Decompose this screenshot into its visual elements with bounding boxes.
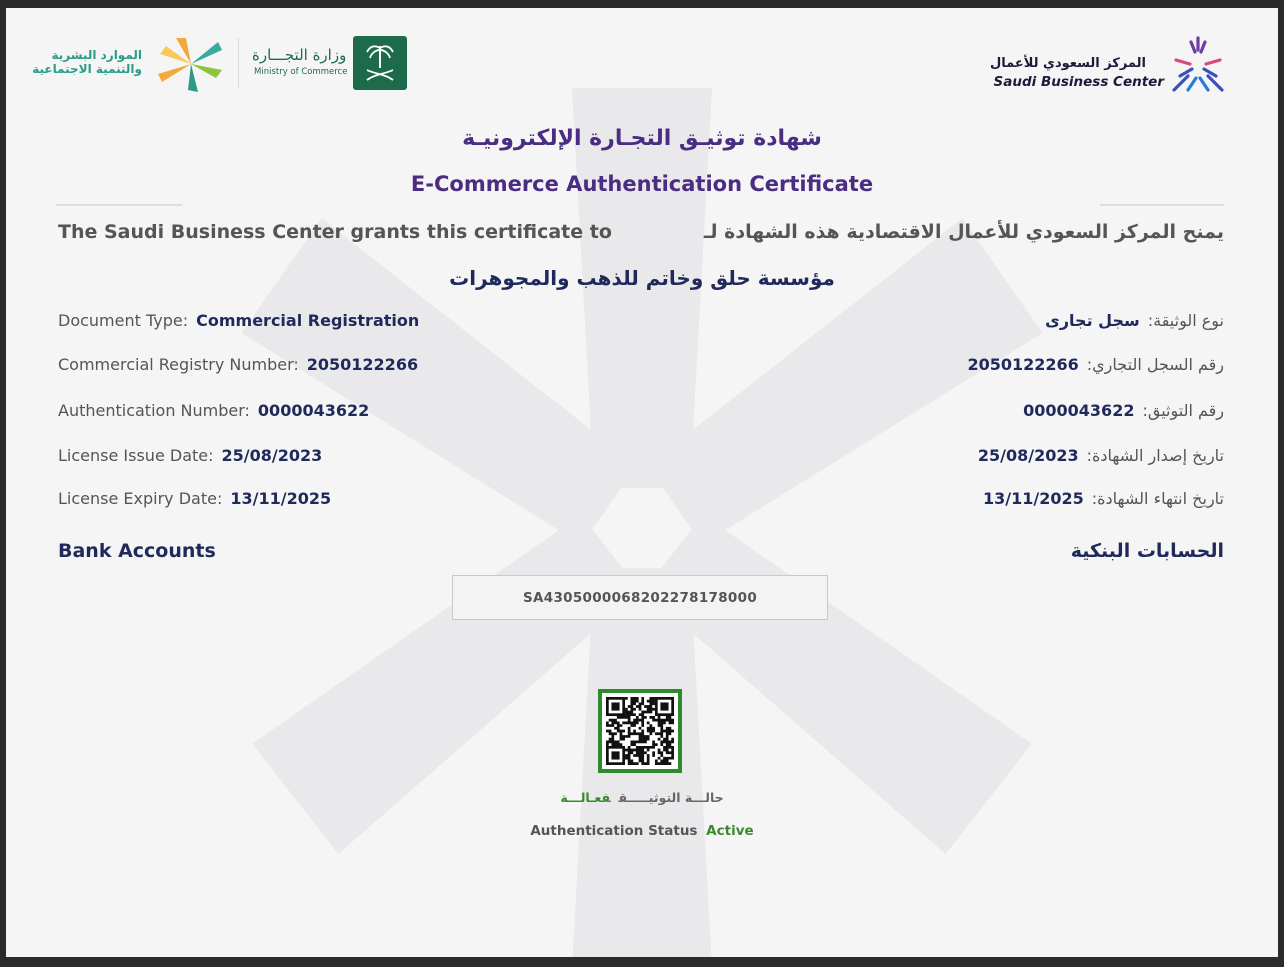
detail-label-en: Document Type: bbox=[58, 311, 189, 330]
detail-label-en: License Expiry Date: bbox=[58, 489, 223, 508]
certificate-title-en: E-Commerce Authentication Certificate bbox=[410, 172, 874, 196]
sbc-name-en: Saudi Business Center bbox=[993, 74, 1164, 90]
detail-value-ar: 25/08/2023 bbox=[977, 446, 1079, 465]
certificate-title-ar: شهادة توثيـق التجـارة الإلكترونيـة bbox=[462, 126, 822, 151]
iban-value: SA4305000068202278178000 bbox=[522, 589, 758, 606]
sbc-logo-icon bbox=[1170, 36, 1226, 92]
moc-name-ar: وزارة التجـــارة bbox=[252, 46, 347, 64]
detail-label-en: Commercial Registry Number: bbox=[58, 355, 299, 374]
iban-box bbox=[452, 575, 828, 620]
divider-left bbox=[56, 204, 182, 206]
company-name: مؤسسة حلق وخاتم للذهب والمجوهرات bbox=[449, 266, 835, 290]
bank-accounts-title-en: Bank Accounts bbox=[58, 540, 216, 562]
hrsd-line1: الموارد البشرية bbox=[51, 48, 142, 62]
auth-status-value-ar: فعـالـــة bbox=[560, 790, 611, 805]
detail-row-en bbox=[58, 355, 418, 374]
detail-label-ar: تاريخ إصدار الشهادة: bbox=[1086, 446, 1224, 465]
detail-value-en: 0000043622 bbox=[257, 401, 370, 420]
detail-value-ar: 13/11/2025 bbox=[983, 489, 1084, 508]
sbc-name-ar: المركز السعودي للأعمال bbox=[990, 56, 1146, 71]
hrsd-line2: والتنمية الاجتماعية bbox=[32, 62, 142, 76]
grant-statement-en: The Saudi Business Center grants this certificate to bbox=[58, 221, 612, 243]
grant-statement-ar: يمنح المركز السعودي للأعمال الاقتصادية هذه الشهادة لـ bbox=[703, 221, 1224, 243]
auth-status-label-ar: حالـــة التوثيـــــق bbox=[618, 790, 724, 805]
detail-label-ar: نوع الوثيقة: bbox=[1147, 311, 1224, 330]
detail-row-ar bbox=[1023, 401, 1224, 420]
detail-label-ar: تاريخ انتهاء الشهادة: bbox=[1091, 489, 1224, 508]
detail-label-ar: رقم السجل التجاري: bbox=[1086, 355, 1224, 374]
divider-right bbox=[1100, 204, 1224, 206]
auth-status-ar bbox=[6, 790, 1278, 805]
palm-swords-emblem-icon bbox=[353, 36, 407, 90]
detail-value-ar: 2050122266 bbox=[967, 355, 1079, 374]
qr-code-icon[interactable] bbox=[598, 689, 682, 773]
certificate-page bbox=[6, 8, 1278, 957]
auth-status-label-en: Authentication Status bbox=[530, 823, 698, 839]
hrsd-logo-text bbox=[32, 48, 142, 76]
detail-value-en: Commercial Registration bbox=[196, 311, 420, 330]
logo-divider bbox=[238, 38, 239, 88]
detail-row-ar bbox=[1045, 311, 1224, 330]
detail-row-ar bbox=[967, 355, 1224, 374]
detail-value-en: 13/11/2025 bbox=[230, 489, 332, 508]
moc-name-en: Ministry of Commerce bbox=[254, 67, 348, 77]
detail-value-ar: سجل تجارى bbox=[1045, 311, 1140, 330]
bank-accounts-title-ar: الحسابات البنكية bbox=[1070, 540, 1224, 562]
detail-row-ar bbox=[978, 446, 1224, 465]
auth-status-en bbox=[6, 823, 1278, 839]
detail-row-en bbox=[58, 446, 322, 465]
detail-row-ar bbox=[983, 489, 1224, 508]
detail-value-en: 25/08/2023 bbox=[221, 446, 323, 465]
detail-label-en: License Issue Date: bbox=[58, 446, 214, 465]
hrsd-logo-icon bbox=[158, 36, 224, 92]
detail-value-en: 2050122266 bbox=[306, 355, 419, 374]
detail-row-en bbox=[58, 401, 369, 420]
detail-row-en bbox=[58, 311, 419, 330]
detail-value-ar: 0000043622 bbox=[1023, 401, 1135, 420]
detail-label-en: Authentication Number: bbox=[58, 401, 250, 420]
detail-label-ar: رقم التوثيق: bbox=[1142, 401, 1224, 420]
auth-status-value-en: Active bbox=[706, 823, 754, 839]
detail-row-en bbox=[58, 489, 331, 508]
